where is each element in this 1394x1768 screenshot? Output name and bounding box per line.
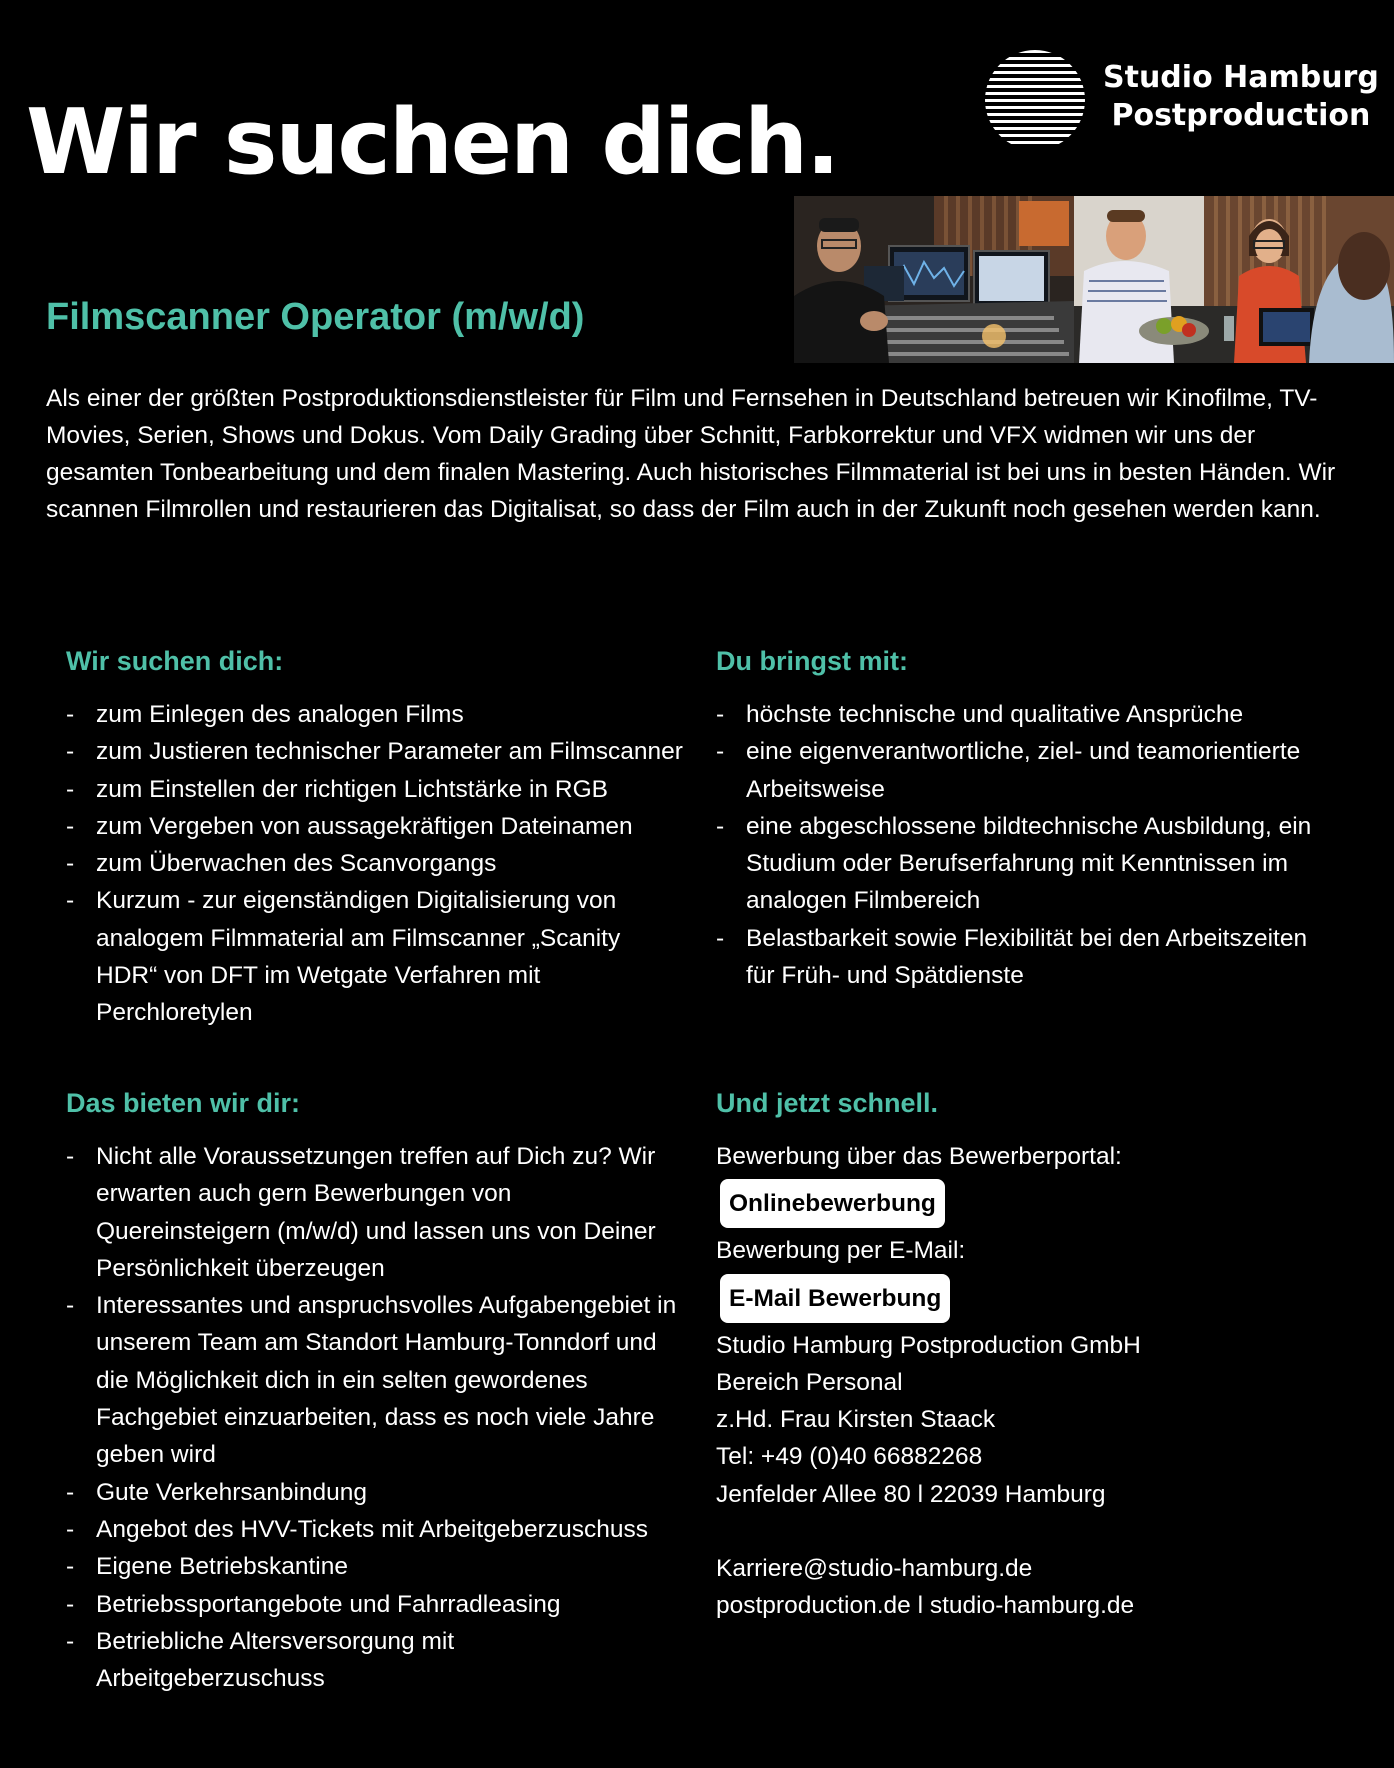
dash-bullet: - bbox=[66, 1515, 75, 1543]
list-item bbox=[66, 1287, 686, 1473]
dash-bullet: - bbox=[66, 812, 75, 840]
striped-globe-icon bbox=[983, 48, 1087, 152]
email-application-button[interactable]: E-Mail Bewerbung bbox=[720, 1274, 950, 1323]
logo-line-1: Studio Hamburg bbox=[1103, 60, 1379, 95]
company-logo bbox=[983, 45, 1379, 155]
dash-bullet: - bbox=[66, 1553, 75, 1581]
email-label: Bewerbung per E-Mail: bbox=[716, 1237, 966, 1265]
dash-bullet: - bbox=[716, 924, 725, 952]
list-item bbox=[66, 733, 686, 770]
company-name: Studio Hamburg Postproduction GmbH bbox=[716, 1331, 1141, 1359]
list-item bbox=[66, 1511, 686, 1548]
list-item bbox=[716, 696, 1336, 733]
dash-bullet: - bbox=[66, 1478, 75, 1506]
list-item-text: zum Einstellen der richtigen Lichtstärke in RGB bbox=[96, 775, 608, 803]
list-item bbox=[66, 1548, 686, 1585]
list-item-text: Betriebssportangebote und Fahrradleasing bbox=[96, 1590, 561, 1618]
dash-bullet: - bbox=[66, 1143, 75, 1170]
online-application-button[interactable]: Onlinebewerbung bbox=[720, 1179, 945, 1228]
list-item-text: Eigene Betriebskantine bbox=[96, 1553, 348, 1581]
list-item bbox=[716, 920, 1336, 995]
list-item-text: eine eigenverantwortliche, ziel- und teamorientierte Arbeitsweise bbox=[746, 738, 1301, 803]
list-item-text: Nicht alle Voraussetzungen treffen auf Dich zu? Wir erwarten auch gern Bewerbungen von Quereinsteigern (m/w/d) und lassen uns von Deiner Persönlichkeit überzeugen bbox=[96, 1143, 656, 1282]
dash-bullet: - bbox=[716, 738, 725, 766]
dash-bullet: - bbox=[716, 812, 725, 840]
list-item bbox=[66, 1474, 686, 1511]
portal-label: Bewerbung über das Bewerberportal: bbox=[716, 1143, 1122, 1170]
section-title-wir-bieten: Das bieten wir dir: bbox=[66, 1088, 301, 1118]
job-title: Filmscanner Operator (m/w/d) bbox=[46, 296, 585, 338]
dash-bullet: - bbox=[716, 701, 725, 728]
section-title-du-bringst: Du bringst mit: bbox=[716, 646, 908, 676]
team-photo bbox=[1074, 196, 1394, 363]
list-item-text: eine abgeschlossene bildtechnische Ausbildung, ein Studium oder Berufserfahrung mit Kenntnissen im analogen Filmbereich bbox=[746, 812, 1312, 915]
list-item bbox=[66, 771, 686, 808]
email-link[interactable]: Karriere@studio-hamburg.de bbox=[716, 1555, 1033, 1583]
dash-bullet: - bbox=[66, 1627, 75, 1655]
list-du-bringst bbox=[716, 696, 1336, 994]
spacer bbox=[716, 1513, 1356, 1550]
list-item-text: Belastbarkeit sowie Flexibilität bei den Arbeitszeiten für Früh- und Spätdienste bbox=[746, 924, 1308, 990]
list-item bbox=[66, 845, 686, 882]
section-title-apply: Und jetzt schnell. bbox=[716, 1088, 939, 1118]
list-item bbox=[716, 808, 1336, 920]
dash-bullet: - bbox=[66, 738, 75, 766]
list-item bbox=[66, 1586, 686, 1623]
list-item-text: zum Einlegen des analogen Films bbox=[96, 701, 464, 728]
header-photos bbox=[794, 196, 1394, 363]
list-item-text: zum Vergeben von aussagekräftigen Dateinamen bbox=[96, 812, 633, 840]
dash-bullet: - bbox=[66, 1590, 75, 1618]
list-item bbox=[716, 733, 1336, 808]
logo-wordmark bbox=[1103, 59, 1379, 135]
section-title-wir-suchen: Wir suchen dich: bbox=[66, 646, 284, 676]
list-wir-suchen bbox=[66, 696, 686, 1032]
address: Jenfelder Allee 80 l 22039 Hamburg bbox=[716, 1480, 1106, 1508]
contact-person: z.Hd. Frau Kirsten Staack bbox=[716, 1406, 996, 1434]
dash-bullet: - bbox=[66, 701, 75, 728]
list-item-text: Betriebliche Altersversorgung mit Arbeitgeberzuschuss bbox=[96, 1627, 455, 1693]
list-item bbox=[66, 1138, 686, 1287]
list-item bbox=[66, 808, 686, 845]
page-headline: Wir suchen dich. bbox=[26, 90, 839, 195]
list-item-text: zum Überwachen des Scanvorgangs bbox=[96, 850, 497, 878]
logo-line-2: Postproduction bbox=[1111, 98, 1371, 133]
list-item-text: Angebot des HVV-Tickets mit Arbeitgeberzuschuss bbox=[96, 1515, 648, 1543]
department: Bereich Personal bbox=[716, 1368, 903, 1396]
list-item-text: Gute Verkehrsanbindung bbox=[96, 1478, 368, 1506]
dash-bullet: - bbox=[66, 850, 75, 878]
phone-number: Tel: +49 (0)40 66882268 bbox=[716, 1443, 983, 1471]
website-links[interactable]: postproduction.de l studio-hamburg.de bbox=[716, 1592, 1135, 1620]
dash-bullet: - bbox=[66, 775, 75, 803]
list-item bbox=[66, 696, 686, 733]
list-item-text: höchste technische und qualitative Ansprüche bbox=[746, 701, 1244, 728]
list-item-text: Interessantes und anspruchsvolles Aufgabengebiet in unserem Team am Standort Hamburg-Tonndorf und die Möglichkeit dich in ein selten gewordenes Fachgebiet einzuarbeiten, dass es noch viele Jahre geben wird bbox=[96, 1292, 677, 1469]
list-item bbox=[66, 882, 686, 1031]
list-item bbox=[66, 1623, 686, 1698]
list-wir-bieten bbox=[66, 1138, 686, 1697]
list-item-text: Kurzum - zur eigenständigen Digitalisierung von analogem Filmmaterial am Filmscanner „Scanity HDR“ von DFT im Wetgate Verfahren mit Perchloretylen bbox=[96, 887, 621, 1027]
studio-photo bbox=[794, 196, 1074, 363]
dash-bullet: - bbox=[66, 1292, 75, 1320]
dash-bullet: - bbox=[66, 887, 75, 915]
list-item-text: zum Justieren technischer Parameter am Filmscanner bbox=[96, 738, 683, 766]
apply-block bbox=[716, 1138, 1356, 1625]
intro-text: Als einer der größten Postproduktionsdienstleister für Film und Fernsehen in Deutschland betreuen wir Kinofilme, TV-Movies, Serien, Shows und Dokus. Vom Daily Grading über Schnitt, Farbkorrektur und VFX widmen wir uns der gesamten Tonbearbeitung und dem finalen Mastering. Auch historisches Filmmaterial ist bei uns in besten Händen. Wir scannen Filmrollen und restaurieren das Digitalisat, so dass der Film auch in der Zukunft noch gesehen werden kann. bbox=[46, 385, 1336, 523]
